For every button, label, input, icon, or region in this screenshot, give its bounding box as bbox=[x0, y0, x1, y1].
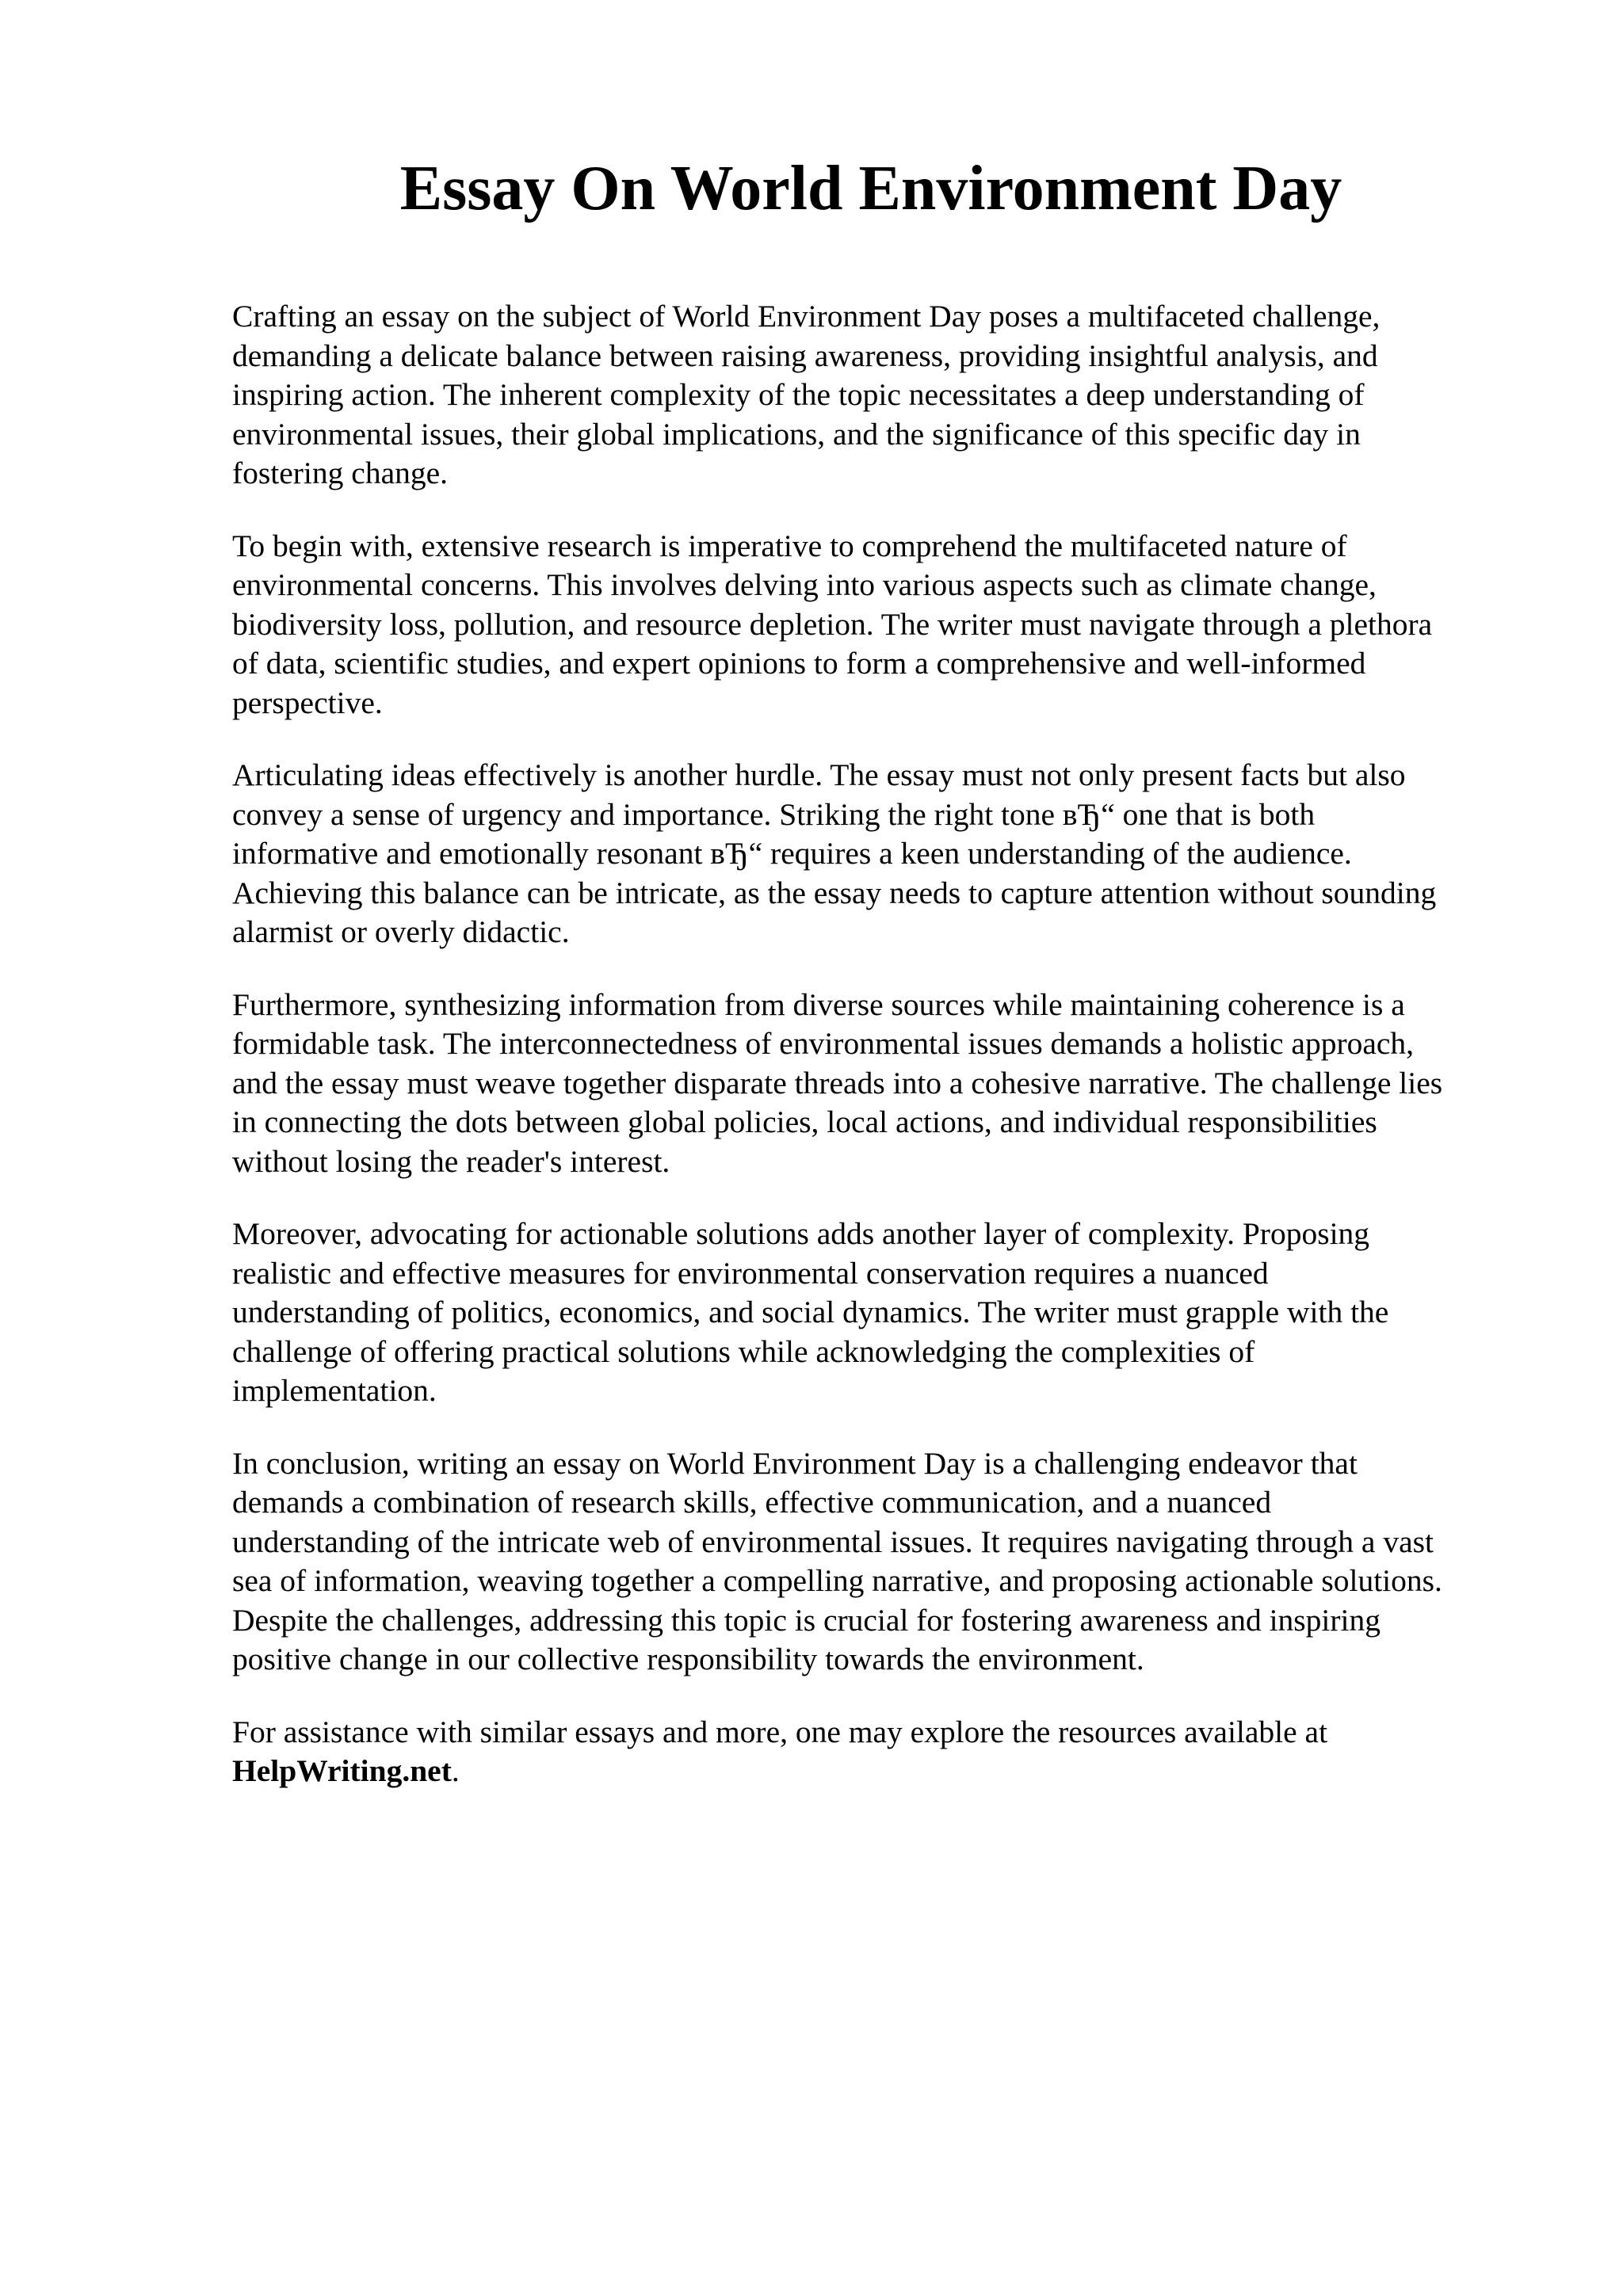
text-line: inspiring action. The inherent complexity of the topic necessitates a deep understanding of bbox=[232, 377, 1365, 412]
text-line: demands a combination of research skills, effective communication, and a nuanced bbox=[232, 1485, 1272, 1520]
closing-paragraph bbox=[232, 1713, 1516, 1791]
text-line: challenge of offering practical solutions while acknowledging the complexities of bbox=[232, 1333, 1255, 1369]
text-line: biodiversity loss, pollution, and resource depletion. The writer must navigate through a plethora bbox=[232, 606, 1433, 642]
paragraph-1 bbox=[232, 297, 1516, 494]
text-line: environmental concerns. This involves delving into various aspects such as climate change, bbox=[232, 567, 1377, 602]
paragraph-3 bbox=[232, 756, 1516, 952]
text-line: of data, scientific studies, and expert opinions to form a comprehensive and well-informed bbox=[232, 646, 1366, 681]
text-line: perspective. bbox=[232, 685, 383, 720]
text-line: Crafting an essay on the subject of World Environment Day poses a multifaceted challenge, bbox=[232, 299, 1381, 334]
text-line: fostering change. bbox=[232, 456, 449, 490]
text-line: informative and emotionally resonant вЂ“ requires a keen understanding of the audience. bbox=[232, 836, 1352, 871]
text-line: Articulating ideas effectively is another hurdle. The essay must not only present facts but also bbox=[232, 757, 1406, 792]
text-line: understanding of politics, economics, and social dynamics. The writer must grapple with the bbox=[232, 1295, 1389, 1329]
text-line: To begin with, extensive research is imperative to comprehend the multifaceted nature of bbox=[232, 528, 1347, 563]
text-line: Despite the challenges, addressing this topic is crucial for fostering awareness and inspiring bbox=[232, 1602, 1381, 1638]
text-line: Furthermore, synthesizing information from diverse sources while maintaining coherence is a bbox=[232, 986, 1405, 1022]
text-line: environmental issues, their global implications, and the significance of this specific day in bbox=[232, 416, 1361, 452]
text-line: formidable task. The interconnectedness of environmental issues demands a holistic approach, bbox=[232, 1026, 1415, 1061]
text-line: Moreover, advocating for actionable solutions adds another layer of complexity. Proposing bbox=[232, 1216, 1370, 1251]
text-line: For assistance with similar essays and more, one may explore the resources available at bbox=[232, 1714, 1328, 1749]
essay-body bbox=[232, 297, 1516, 1825]
paragraph-6 bbox=[232, 1444, 1516, 1680]
text-line: Achieving this balance can be intricate, as the essay needs to capture attention without sounding bbox=[232, 875, 1437, 910]
text-line: alarmist or overly didactic. bbox=[232, 914, 570, 949]
closing-link-line bbox=[232, 1752, 1516, 1791]
text-line: realistic and effective measures for environmental conservation requires a nuanced bbox=[232, 1255, 1269, 1291]
helpwriting-link[interactable]: HelpWriting.net bbox=[232, 1753, 452, 1788]
text-line: demanding a delicate balance between raising awareness, providing insightful analysis, and bbox=[232, 338, 1378, 373]
text-line: implementation. bbox=[232, 1373, 437, 1408]
text-line: and the essay must weave together disparate threads into a cohesive narrative. The challenge lies bbox=[232, 1065, 1443, 1100]
text-line: sea of information, weaving together a compelling narrative, and proposing actionable solutions. bbox=[232, 1563, 1442, 1598]
text-line: in connecting the dots between global policies, local actions, and individual responsibilities bbox=[232, 1104, 1377, 1139]
page-title: Essay On World Environment Day bbox=[399, 154, 1342, 223]
text-line: understanding of the intricate web of environmental issues. It requires navigating through a vast bbox=[232, 1524, 1434, 1559]
text-line: In conclusion, writing an essay on World Environment Day is a challenging endeavor that bbox=[232, 1445, 1358, 1481]
paragraph-5 bbox=[232, 1215, 1516, 1411]
text-line: without losing the reader's interest. bbox=[232, 1143, 670, 1179]
text-line: convey a sense of urgency and importance. Striking the right tone вЂ“ one that is both bbox=[232, 796, 1316, 832]
closing-period: . bbox=[451, 1753, 460, 1788]
paragraph-2 bbox=[232, 527, 1516, 723]
paragraph-4 bbox=[232, 986, 1516, 1182]
text-line: positive change in our collective responsibility towards the environment. bbox=[232, 1642, 1144, 1676]
